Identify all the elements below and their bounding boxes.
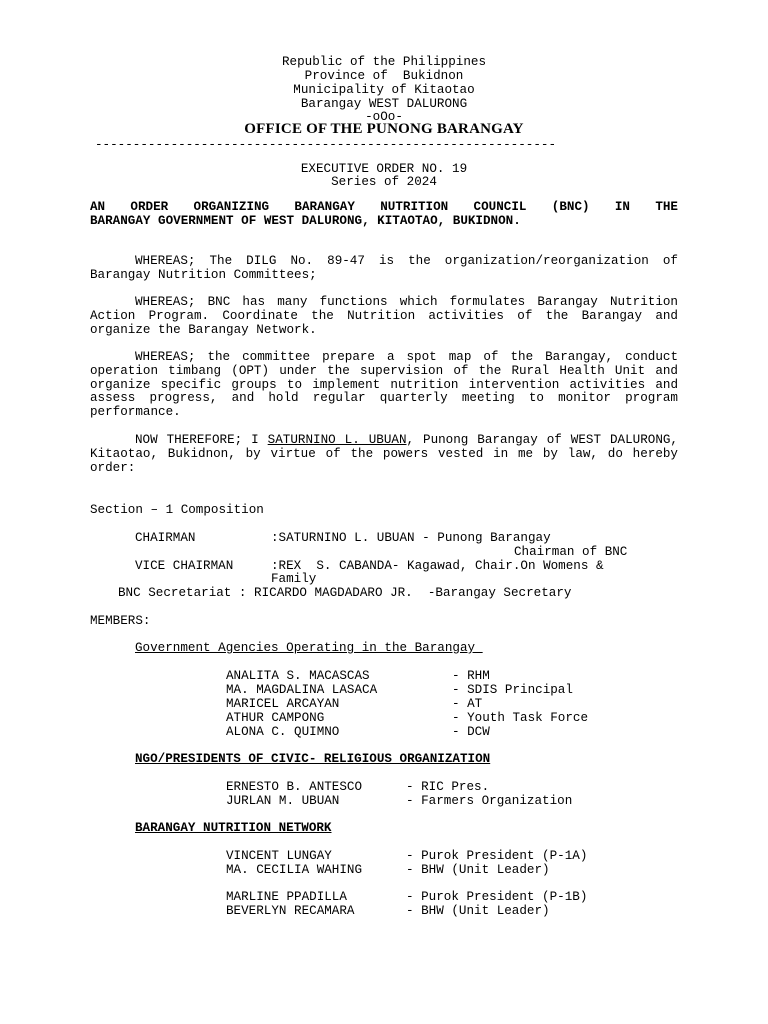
list-item-name: ERNESTO B. ANTESCO — [226, 780, 363, 794]
gov-agencies-heading: Government Agencies Operating in the Barangay — [135, 641, 483, 655]
list-item-name: MA. MAGDALINA LASACA — [226, 683, 378, 697]
list-item-role: - SDIS Principal — [452, 683, 573, 697]
list-item-name: ALONA C. QUIMNO — [226, 725, 340, 739]
list-item-role: - AT — [452, 697, 483, 711]
chairman-value-2: Chairman of BNC — [514, 545, 628, 559]
list-item-name: BEVERLYN RECAMARA — [226, 904, 355, 918]
vice-chairman-value: :REX S. CABANDA- Kagawad, Chair.On Womens & — [271, 559, 604, 573]
list-item-role: - RIC Pres. — [406, 780, 490, 794]
list-item-name: ATHUR CAMPONG — [226, 711, 325, 725]
list-item-role: - Youth Task Force — [452, 711, 589, 725]
list-item-name: VINCENT LUNGAY — [226, 849, 332, 863]
whereas-1: WHEREAS; The DILG No. 89-47 is the organization/reorganization of Barangay Nutrition Committees; — [90, 254, 678, 282]
order-number: EXECUTIVE ORDER NO. 19 — [300, 162, 468, 176]
vice-chairman-label: VICE CHAIRMAN — [135, 559, 234, 573]
list-item-name: JURLAN M. UBUAN — [226, 794, 340, 808]
now-prefix: NOW THEREFORE; I — [135, 433, 268, 447]
header-separator: -oOo- — [365, 110, 403, 124]
whereas-2: WHEREAS; BNC has many functions which formulates Barangay Nutrition Action Program. Coordinate the Nutrition activities of the Barangay and organize the Barangay Network. — [90, 295, 678, 337]
bnc-secretariat: BNC Secretariat : RICARDO MAGDADARO JR. -Barangay Secretary — [118, 586, 572, 600]
punong-barangay-name: SATURNINO L. UBUAN — [267, 433, 407, 447]
header-province: Province of Bukidnon — [304, 69, 464, 83]
list-item-role: - Farmers Organization — [406, 794, 573, 808]
list-item-role: - BHW (Unit Leader) — [406, 904, 550, 918]
header-municipality: Municipality of Kitaotao — [293, 83, 475, 97]
list-item-name: MA. CECILIA WAHING — [226, 863, 363, 877]
list-item-role: - BHW (Unit Leader) — [406, 863, 550, 877]
list-item-name: MARICEL ARCAYAN — [226, 697, 340, 711]
list-item-name: MARLINE PPADILLA — [226, 890, 347, 904]
header-republic: Republic of the Philippines — [281, 55, 487, 69]
list-item-name: ANALITA S. MACASCAS — [226, 669, 370, 683]
section-heading: Section – 1 Composition — [90, 503, 264, 517]
order-title-line1: AN ORDER ORGANIZING BARANGAY NUTRITION COUNCIL (BNC) IN THE — [90, 200, 678, 214]
chairman-value: :SATURNINO L. UBUAN - Punong Barangay — [271, 531, 551, 545]
office-title: OFFICE OF THE PUNONG BARANGAY — [244, 121, 524, 137]
list-item-role: - Purok President (P-1B) — [406, 890, 588, 904]
list-item-role: - DCW — [452, 725, 490, 739]
now-suffix: , Punong Barangay of WEST DALURONG, Kitaotao, Bukidnon, by virtue of the powers vested in me by law, do hereby order: — [90, 433, 678, 475]
list-item-role: - RHM — [452, 669, 490, 683]
members-label: MEMBERS: — [90, 614, 151, 628]
now-therefore — [90, 434, 678, 475]
header-barangay: Barangay WEST DALURONG — [300, 97, 468, 111]
chairman-label: CHAIRMAN — [135, 531, 196, 545]
ngo-heading: NGO/PRESIDENTS OF CIVIC- RELIGIOUS ORGANIZATION — [135, 752, 491, 766]
order-title-line2: BARANGAY GOVERNMENT OF WEST DALURONG, KITAOTAO, BUKIDNON. — [90, 214, 521, 228]
list-item-role: - Purok President (P-1A) — [406, 849, 588, 863]
vice-chairman-value-2: Family — [271, 572, 317, 586]
header-rule: ------------------------------------------------------------- — [95, 138, 557, 152]
order-series: Series of 2024 — [331, 175, 437, 189]
whereas-3: WHEREAS; the committee prepare a spot map of the Barangay, conduct operation timbang (OPT) under the supervision of the Rural Health Unit and organize specific groups to implement nutrition intervention activities and assess progress, and hold regular quarterly meeting to monitor program performance. — [90, 350, 678, 420]
network-heading: BARANGAY NUTRITION NETWORK — [135, 821, 332, 835]
